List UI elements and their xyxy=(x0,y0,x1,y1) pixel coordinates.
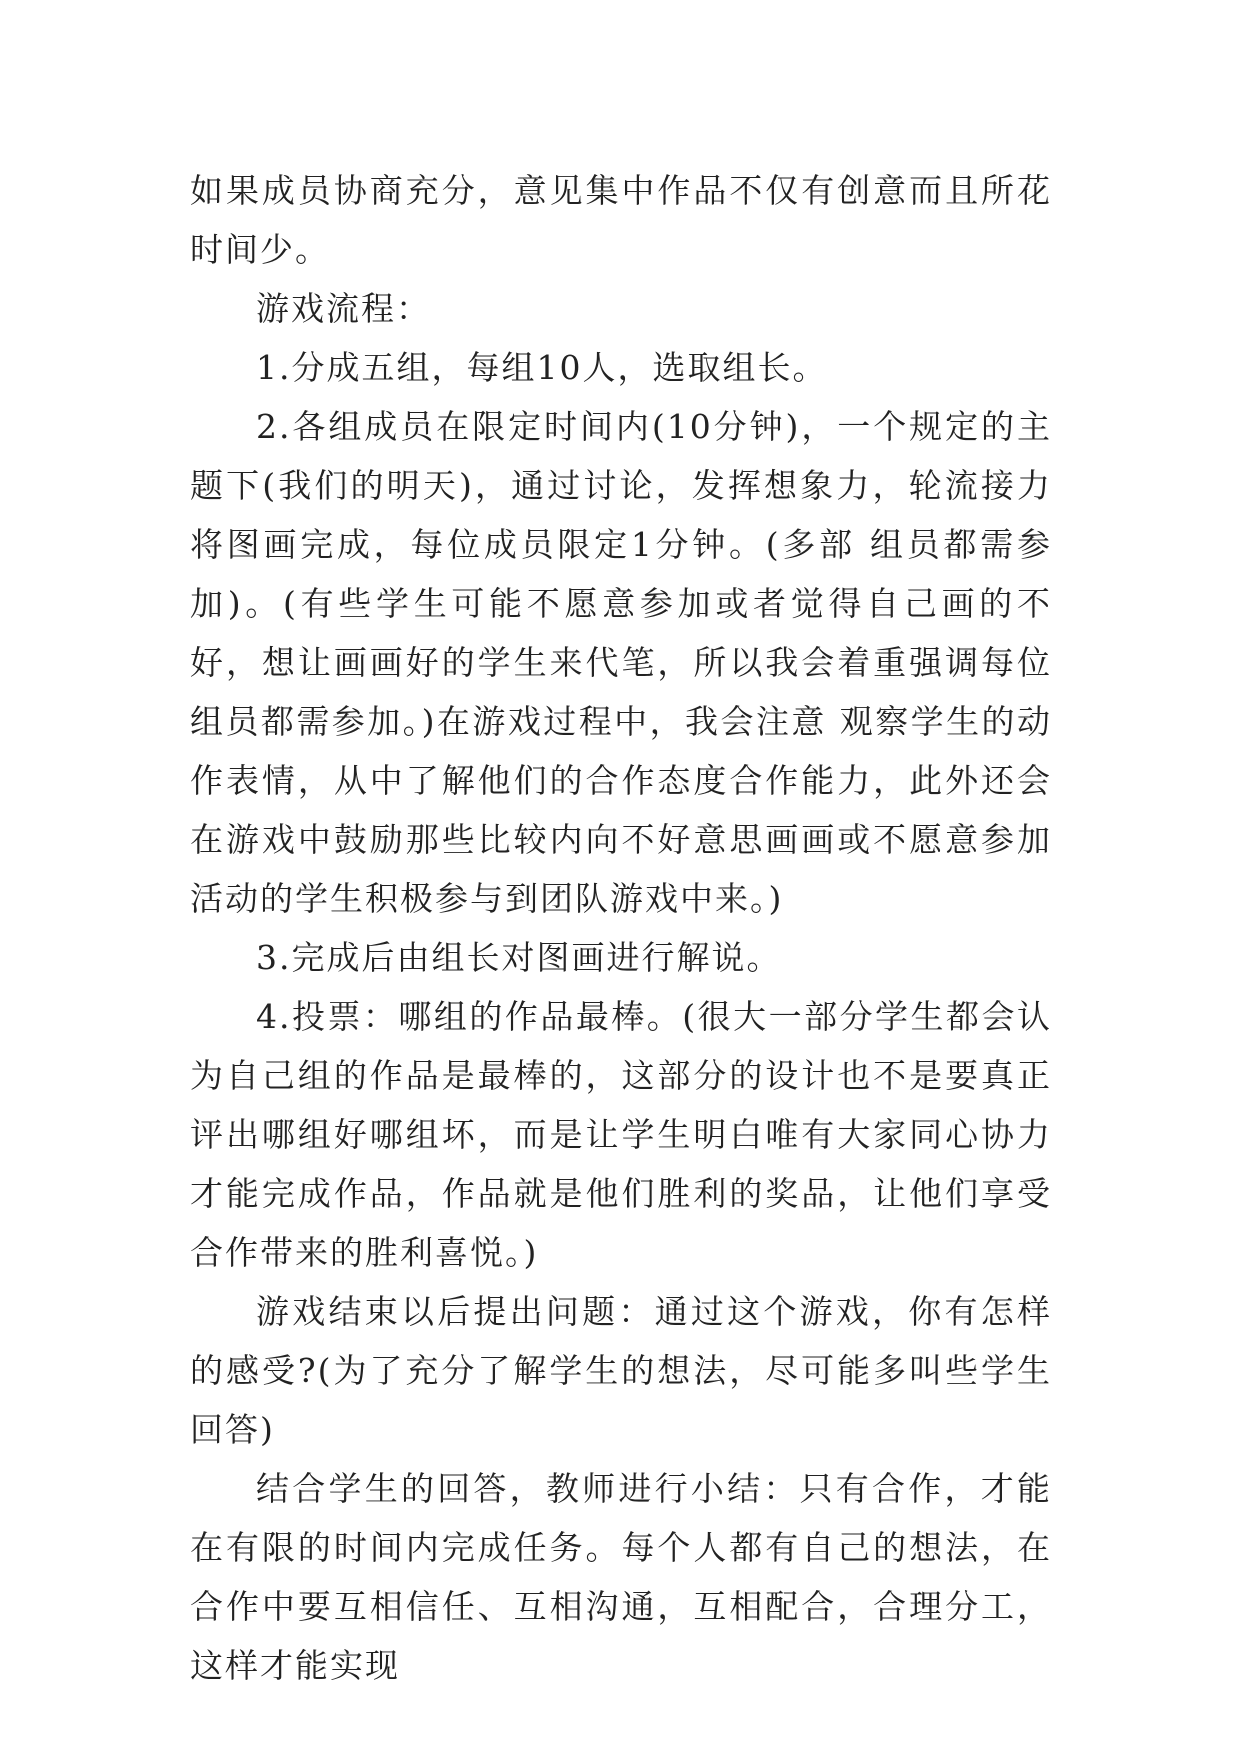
paragraph-step-4: 4.投票：哪组的作品最棒。(很大一部分学生都会认为自己组的作品是最棒的，这部分的设计也不是要真正评出哪组好哪组坏，而是让学生明白唯有大家同心协力才能完成作品，作品就是他们胜利的奖品，让他们享受合作带来的胜利喜悦。) xyxy=(190,997,1052,1272)
document-body xyxy=(190,161,1052,1695)
paragraph-game-flow-heading: 游戏流程： xyxy=(256,289,431,328)
paragraph-continuation: 如果成员协商充分，意见集中作品不仅有创意而且所花时间少。 xyxy=(190,171,1052,269)
paragraph-step-2: 2.各组成员在限定时间内(10分钟)，一个规定的主题下(我们的明天)，通过讨论，发挥想象力，轮流接力将图画完成，每位成员限定1分钟。(多部 组员都需参加)。(有些学生可能不愿意参加或者觉得自己画的不好，想让画画好的学生来代笔，所以我会着重强调每位组员都需参加。)在游戏过程中，我会注意 观察学生的动作表情，从中了解他们的合作态度合作能力，此外还会在游戏中鼓励那些比较内向不好意思画画或不愿意参加活动的学生积极参与到团队游戏中来。) xyxy=(190,407,1052,918)
paragraph-after-game-question: 游戏结束以后提出问题：通过这个游戏，你有怎样的感受?(为了充分了解学生的想法，尽可能多叫些学生回答) xyxy=(190,1292,1052,1449)
paragraph-step-3: 3.完成后由组长对图画进行解说。 xyxy=(256,938,782,977)
paragraph-teacher-summary: 结合学生的回答，教师进行小结：只有合作，才能在有限的时间内完成任务。每个人都有自己的想法，在合作中要互相信任、互相沟通，互相配合，合理分工，这样才能实现 xyxy=(190,1469,1052,1685)
paragraph-step-1: 1.分成五组，每组10人，选取组长。 xyxy=(256,348,828,387)
